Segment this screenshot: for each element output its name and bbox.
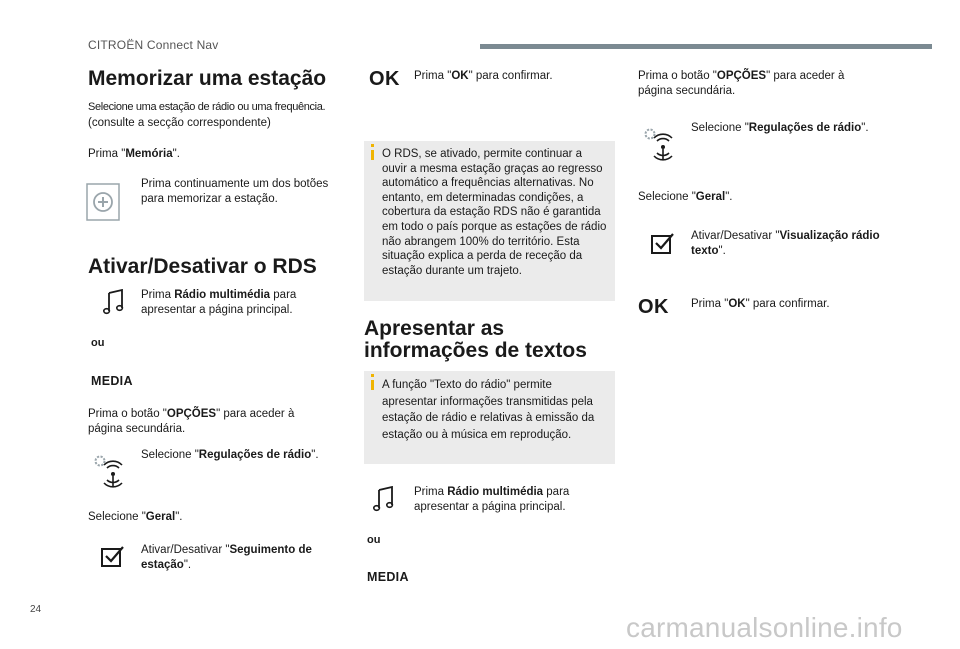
rds-info-text: O RDS, se ativado, permite continuar a ouvir a mesma estação graças ao regresso automático a frequências alternativas. No entanto, em determinadas condições, a cobertura da estação RDS não é garantida em todo o país porque as estações de rádio não abrangem 100% do território. Esta situação explica a perda de receção da estação durante um trajeto. [382, 148, 607, 277]
heading-rds: Ativar/Desativar o RDS [88, 255, 317, 278]
press-ok-text: Prima "OK" para confirmar. [414, 70, 553, 82]
radio-settings-icon [641, 125, 677, 161]
media-button-label-2: MEDIA [367, 570, 409, 584]
toggle-follow-text: Ativar/Desativar "Seguimento de estação". [141, 544, 312, 571]
radio-settings-icon [91, 452, 127, 488]
select-radio-settings-text: Selecione "Regulações de rádio". [141, 449, 319, 461]
info-icon [371, 374, 374, 377]
press-ok-text-2: Prima "OK" para confirmar. [691, 298, 830, 310]
page-number: 24 [30, 604, 42, 615]
select-general-text: Selecione "Geral". [88, 511, 183, 523]
ok-button-label: OK [369, 68, 400, 90]
music-note-icon [373, 486, 395, 512]
info-icon [371, 144, 374, 147]
see-section-text: (consulte a secção correspondente) [88, 117, 271, 129]
media-button-label: MEDIA [91, 374, 133, 388]
toggle-text-display-text: Ativar/Desativar "Visualização rádio texto". [691, 230, 880, 257]
press-radio-text-2: Prima Rádio multimédia para apresentar a página principal. [414, 486, 570, 513]
select-station-text: Selecione uma estação de rádio ou uma frequência. [88, 101, 326, 113]
text-info-text: A função "Texto do rádio" permite apresentar informações transmitidas pela estação de rádio e relativas à emissão da estação ou à música em reprodução. [382, 379, 595, 441]
heading-memorize-station: Memorizar uma estação [88, 67, 327, 90]
rds-info-box [364, 141, 615, 301]
press-options-text: Prima o botão "OPÇÕES" para aceder à página secundária. [88, 408, 295, 435]
press-options-text-2: Prima o botão "OPÇÕES" para aceder à página secundária. [638, 70, 845, 97]
select-general-text-2: Selecione "Geral". [638, 191, 733, 203]
checkbox-icon [649, 232, 677, 256]
press-memoria-text: Prima "Memória". [88, 148, 180, 160]
press-continuously-text: Prima continuamente um dos botões para memorizar a estação. [141, 178, 329, 205]
select-radio-settings-text-2: Selecione "Regulações de rádio". [691, 122, 869, 134]
watermark: carmanualsonline.info [626, 612, 903, 643]
ok-button-label-2: OK [638, 296, 669, 318]
text-info-box [364, 371, 615, 464]
manual-title: CITROËN Connect Nav [88, 38, 219, 52]
checkbox-icon [99, 545, 127, 569]
header-bar [480, 44, 932, 49]
heading-show-text: Apresentar as informações de textos [364, 317, 587, 362]
plus-circle-icon [86, 183, 120, 221]
or-text-2: ou [367, 534, 381, 546]
or-text: ou [91, 337, 105, 349]
music-note-icon [103, 289, 125, 315]
press-radio-text: Prima Rádio multimédia para apresentar a página principal. [141, 289, 297, 316]
